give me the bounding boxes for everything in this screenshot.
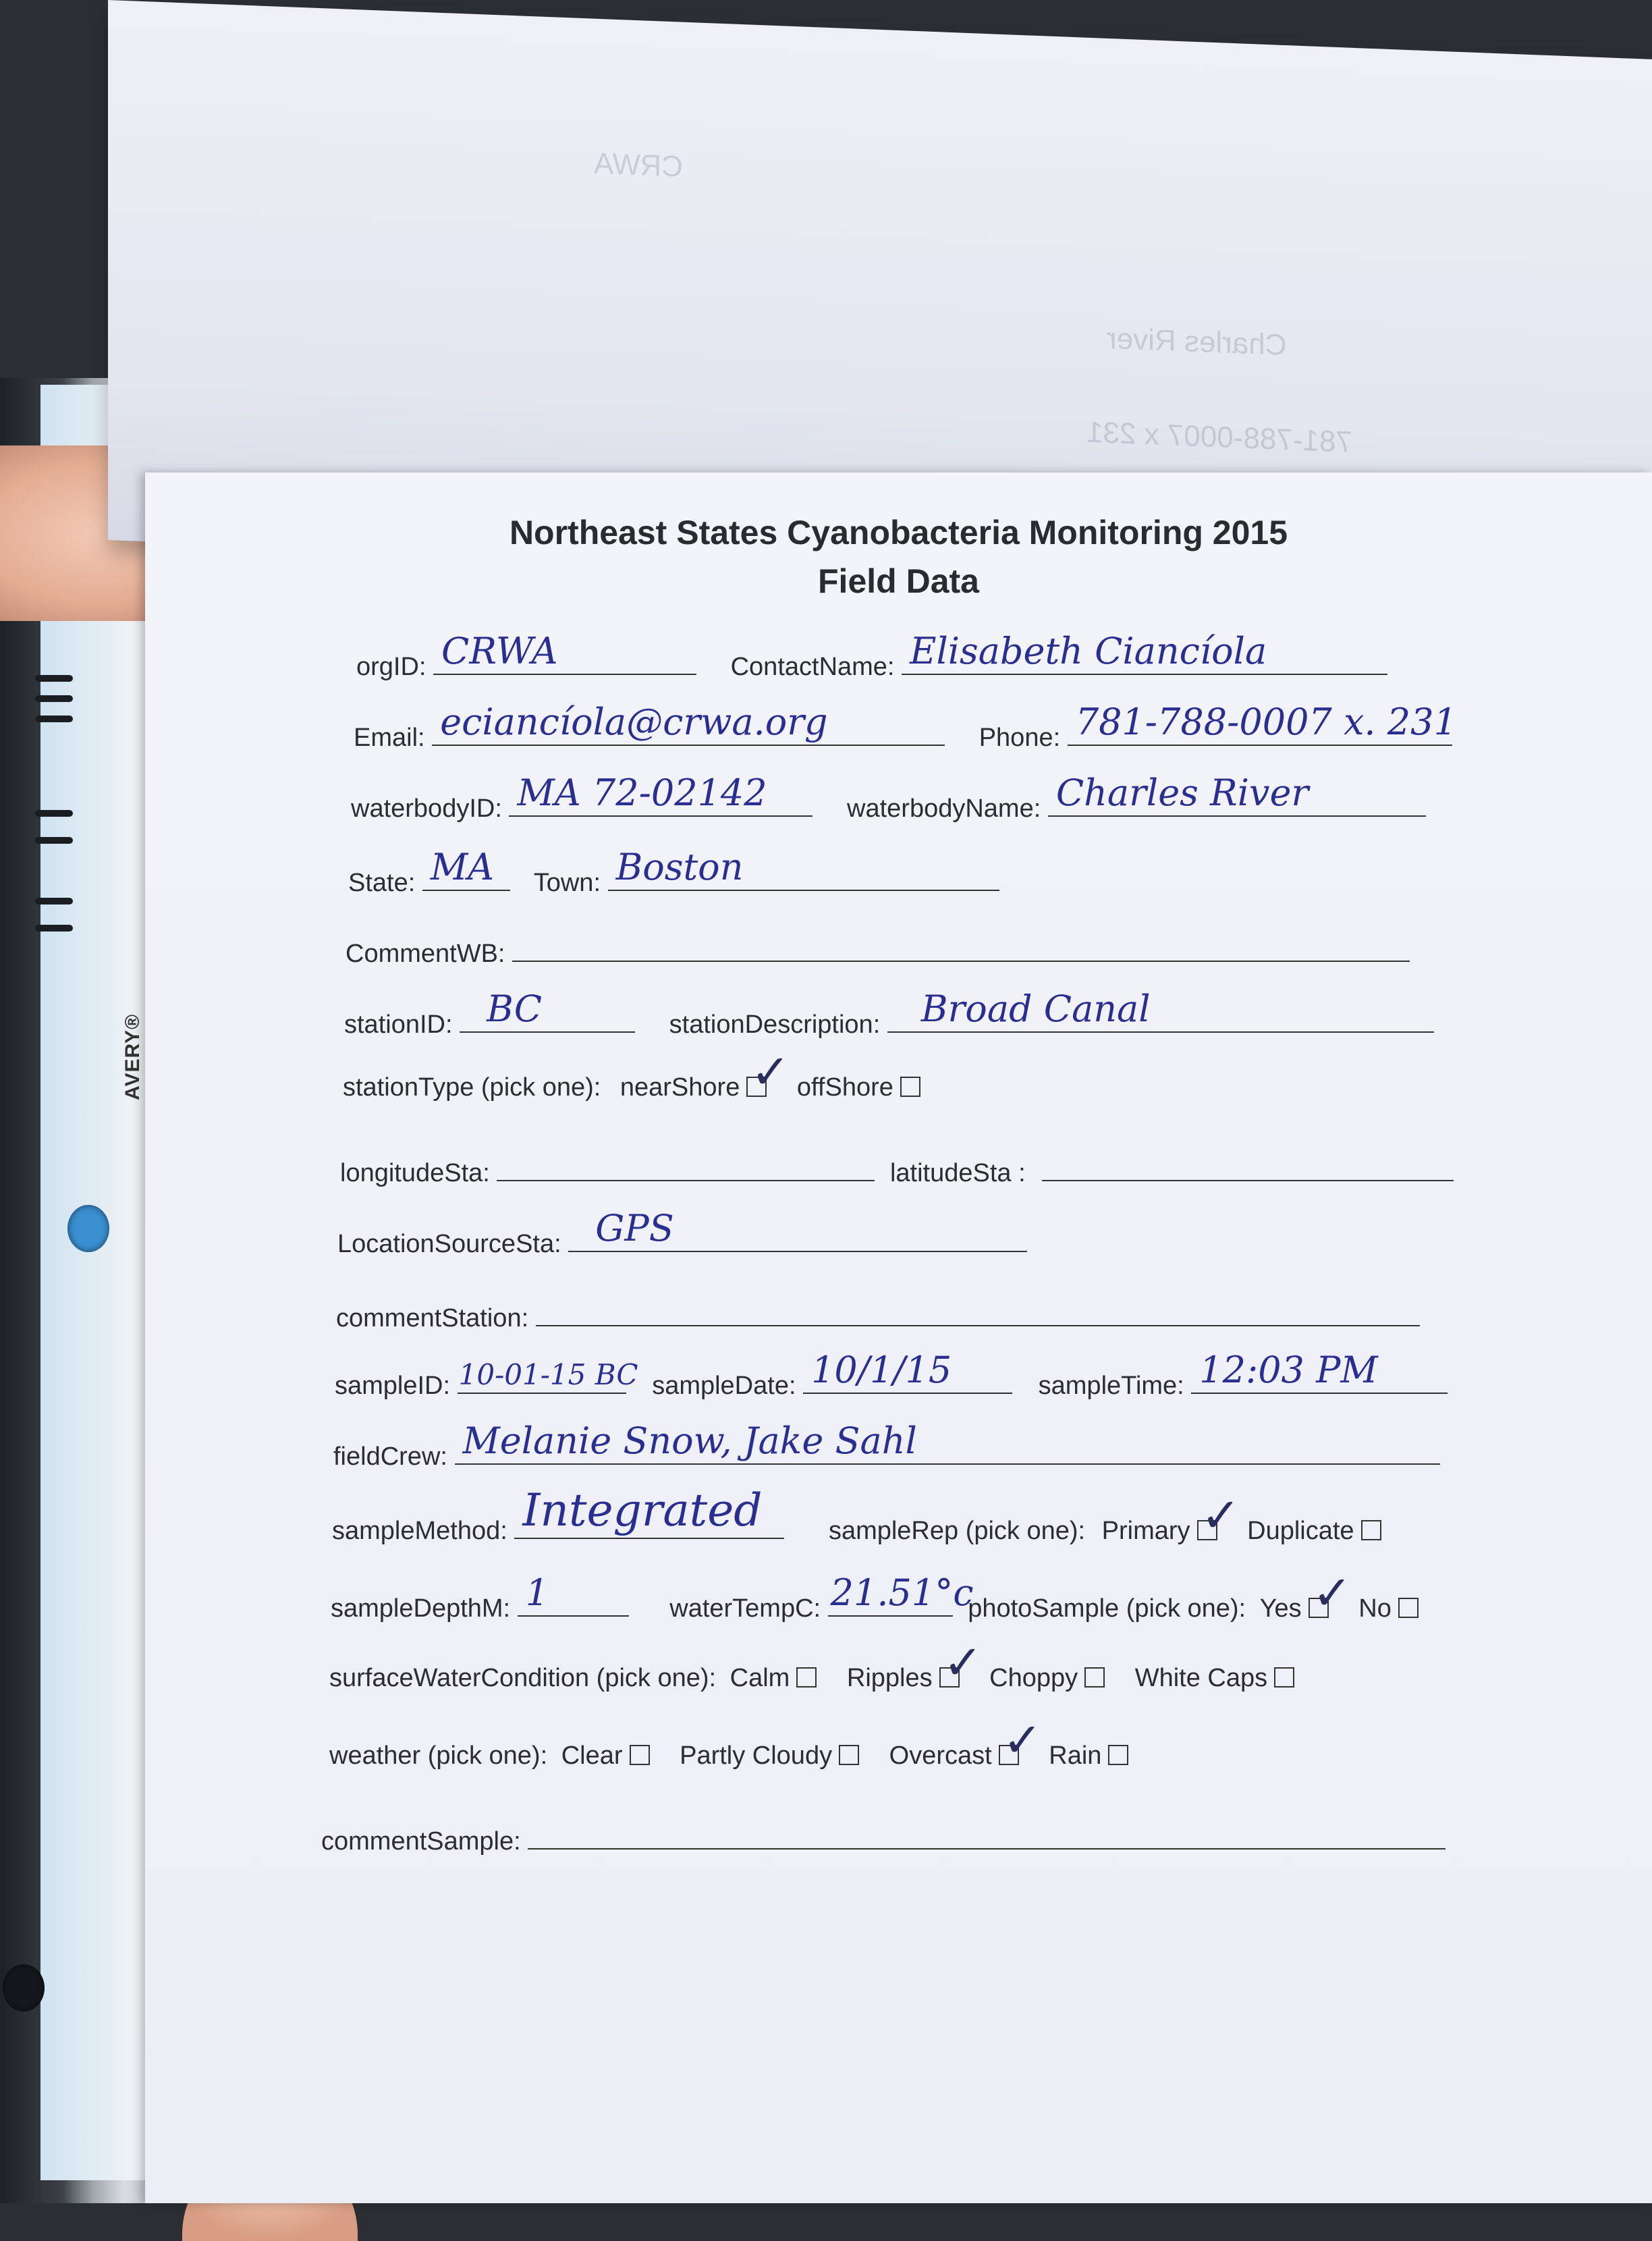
form-sheet	[145, 473, 1652, 2203]
sample-date-value: 10/1/15	[811, 1349, 952, 1391]
contact-name-label: ContactName:	[730, 653, 895, 681]
row-state-town	[348, 846, 1026, 898]
binder-brand: AVERY®	[121, 1013, 144, 1100]
photo-sample-option-label: No	[1358, 1594, 1392, 1623]
sample-depth-field[interactable]	[518, 1571, 629, 1617]
field-crew-value: Melanie Snow, Jake Sahl	[462, 1420, 917, 1462]
latitude-label: latitudeSta :	[889, 1159, 1026, 1187]
off-shore-checkbox[interactable]	[900, 1077, 920, 1097]
comment-station-label: commentStation:	[336, 1304, 529, 1332]
station-type-label: stationType (pick one):	[343, 1073, 601, 1102]
weather-option-label: Clear	[561, 1742, 623, 1770]
org-id-value: CRWA	[441, 630, 558, 672]
water-temp-field[interactable]	[828, 1571, 974, 1617]
state-field[interactable]	[422, 846, 510, 891]
binder-ring	[35, 837, 73, 844]
sample-id-field[interactable]	[458, 1358, 638, 1394]
divider-tab	[40, 385, 157, 2180]
check-mark-icon: ✓	[750, 1044, 790, 1100]
phone-field[interactable]	[1068, 701, 1457, 746]
org-id-label: orgID:	[356, 653, 426, 681]
location-source-label: LocationSourceSta:	[337, 1230, 561, 1258]
station-type-option-label: nearShore	[620, 1073, 740, 1102]
rain-checkbox[interactable]	[1108, 1745, 1128, 1765]
comment-sample-label: commentSample:	[321, 1827, 521, 1856]
station-type-option-label: offShore	[796, 1073, 893, 1102]
email-value: eciancíola@crwa.org	[440, 701, 828, 743]
weather-option-label: Partly Cloudy	[680, 1742, 833, 1770]
row-comment-station	[336, 1293, 1447, 1333]
ripples-checkbox[interactable]	[939, 1635, 983, 1690]
choppy-checkbox[interactable]	[1084, 1667, 1105, 1688]
phone-label: Phone:	[979, 724, 1061, 752]
comment-station-field[interactable]	[536, 1293, 1420, 1326]
binder-ring	[35, 898, 73, 905]
row-sample-id-date-time	[335, 1349, 1475, 1401]
check-mark-icon: ✓	[1312, 1565, 1352, 1621]
station-description-value: Broad Canal	[920, 988, 1151, 1030]
punch-hole	[3, 1964, 45, 2012]
station-description-label: stationDescription:	[669, 1010, 881, 1039]
row-depth-temp-photo	[331, 1565, 1441, 1623]
email-label: Email:	[354, 724, 425, 752]
town-value: Boston	[615, 846, 744, 888]
row-surface-water	[329, 1635, 1317, 1693]
surface-water-label: surfaceWaterCondition (pick one):	[329, 1664, 717, 1692]
field-crew-field[interactable]	[455, 1420, 1440, 1465]
sample-time-value: 12:03 PM	[1199, 1349, 1378, 1391]
sample-method-value: Integrated	[522, 1484, 763, 1536]
water-temp-value: 21.51°c	[830, 1571, 974, 1614]
waterbody-name-label: waterbodyName:	[847, 794, 1041, 823]
punch-hole	[67, 1205, 109, 1252]
comment-wb-field[interactable]	[512, 928, 1410, 962]
form-subtitle: Field Data	[818, 562, 979, 600]
row-email-phone	[354, 701, 1479, 753]
phone-value: 781-788-0007 x. 231	[1075, 701, 1457, 743]
town-label: Town:	[533, 869, 601, 897]
station-id-field[interactable]	[460, 988, 635, 1033]
weather-option-label: Overcast	[889, 1742, 992, 1770]
station-description-field[interactable]	[887, 988, 1434, 1033]
photo-yes-checkbox[interactable]	[1309, 1565, 1352, 1621]
row-org-contact	[356, 630, 1414, 682]
sample-rep-option-label: Duplicate	[1247, 1517, 1354, 1545]
location-source-value: GPS	[595, 1207, 674, 1249]
binder-ring	[35, 925, 73, 932]
ghost-text: 781-788-0007 x 231	[1086, 415, 1352, 459]
sample-time-label: sampleTime:	[1038, 1372, 1184, 1400]
station-id-value: BC	[487, 988, 543, 1030]
row-station	[344, 988, 1461, 1040]
water-temp-label: waterTempC:	[669, 1594, 821, 1623]
overcast-checkbox[interactable]	[999, 1712, 1043, 1768]
sample-depth-label: sampleDepthM:	[331, 1594, 511, 1623]
primary-checkbox[interactable]	[1197, 1488, 1241, 1543]
check-mark-icon: ✓	[943, 1635, 983, 1690]
binder-ring	[35, 695, 73, 702]
sample-depth-value: 1	[525, 1571, 549, 1614]
photo-sample-option-label: Yes	[1259, 1594, 1302, 1623]
town-field[interactable]	[608, 846, 999, 891]
surface-water-option-label: Ripples	[846, 1664, 933, 1692]
row-location-source	[337, 1207, 1054, 1259]
duplicate-checkbox[interactable]	[1361, 1520, 1381, 1540]
check-mark-icon: ✓	[1002, 1712, 1043, 1768]
photo-no-checkbox[interactable]	[1398, 1598, 1419, 1618]
state-value: MA	[430, 846, 495, 888]
calm-checkbox[interactable]	[796, 1667, 817, 1688]
state-label: State:	[348, 869, 416, 897]
weather-option-label: Rain	[1049, 1742, 1102, 1770]
waterbody-name-field[interactable]	[1048, 772, 1426, 817]
contact-name-value: Elisabeth Ciancíola	[910, 630, 1267, 672]
surface-water-option-label: Calm	[729, 1664, 790, 1692]
sample-date-label: sampleDate:	[652, 1372, 796, 1400]
station-id-label: stationID:	[344, 1010, 453, 1039]
row-coordinates	[340, 1148, 1481, 1188]
row-sample-method-rep	[332, 1484, 1404, 1546]
surface-water-option-label: Choppy	[989, 1664, 1078, 1692]
photo-sample-label: photoSample (pick one):	[968, 1594, 1246, 1623]
row-field-crew	[333, 1420, 1467, 1472]
comment-wb-label: CommentWB:	[346, 940, 505, 968]
org-id-field[interactable]	[433, 630, 696, 675]
row-weather	[329, 1712, 1151, 1771]
form-title: Northeast States Cyanobacteria Monitoring 2015	[509, 514, 1288, 551]
location-source-field[interactable]	[568, 1207, 1027, 1252]
binder-ring	[35, 810, 73, 817]
sample-date-field[interactable]	[803, 1349, 1012, 1394]
sample-method-label: sampleMethod:	[332, 1517, 507, 1545]
sample-time-field[interactable]	[1191, 1349, 1448, 1394]
waterbody-id-value: MA 72-02142	[517, 772, 767, 814]
sample-id-value: 10-01-15 BC	[458, 1358, 638, 1391]
longitude-field[interactable]	[497, 1148, 875, 1181]
field-crew-label: fieldCrew:	[333, 1442, 447, 1471]
binder-ring	[35, 675, 73, 682]
waterbody-id-label: waterbodyID:	[351, 794, 502, 823]
comment-sample-field[interactable]	[528, 1816, 1446, 1850]
near-shore-checkbox[interactable]	[746, 1044, 790, 1100]
contact-name-field[interactable]	[902, 630, 1387, 675]
latitude-field[interactable]	[1042, 1148, 1454, 1181]
row-waterbody	[351, 772, 1453, 824]
row-comment-wb	[346, 928, 1437, 969]
waterbody-name-value: Charles River	[1055, 772, 1309, 814]
row-station-type	[343, 1044, 943, 1102]
binder-ring	[35, 716, 73, 722]
sample-rep-option-label: Primary	[1101, 1517, 1190, 1545]
weather-label: weather (pick one):	[329, 1742, 548, 1770]
ghost-text: Charles River	[1107, 321, 1287, 362]
surface-water-option-label: White Caps	[1134, 1664, 1268, 1692]
partly-cloudy-checkbox[interactable]	[839, 1745, 859, 1765]
sample-rep-label: sampleRep (pick one):	[828, 1517, 1086, 1545]
clear-checkbox[interactable]	[630, 1745, 650, 1765]
check-mark-icon: ✓	[1201, 1488, 1241, 1543]
white-caps-checkbox[interactable]	[1274, 1667, 1294, 1688]
email-field[interactable]	[432, 701, 945, 746]
sample-id-label: sampleID:	[335, 1372, 451, 1400]
longitude-label: longitudeSta:	[340, 1159, 490, 1187]
waterbody-id-field[interactable]	[509, 772, 813, 817]
sample-method-field[interactable]	[514, 1484, 784, 1539]
ghost-text: CRWA	[594, 146, 683, 184]
row-comment-sample	[321, 1816, 1472, 1856]
